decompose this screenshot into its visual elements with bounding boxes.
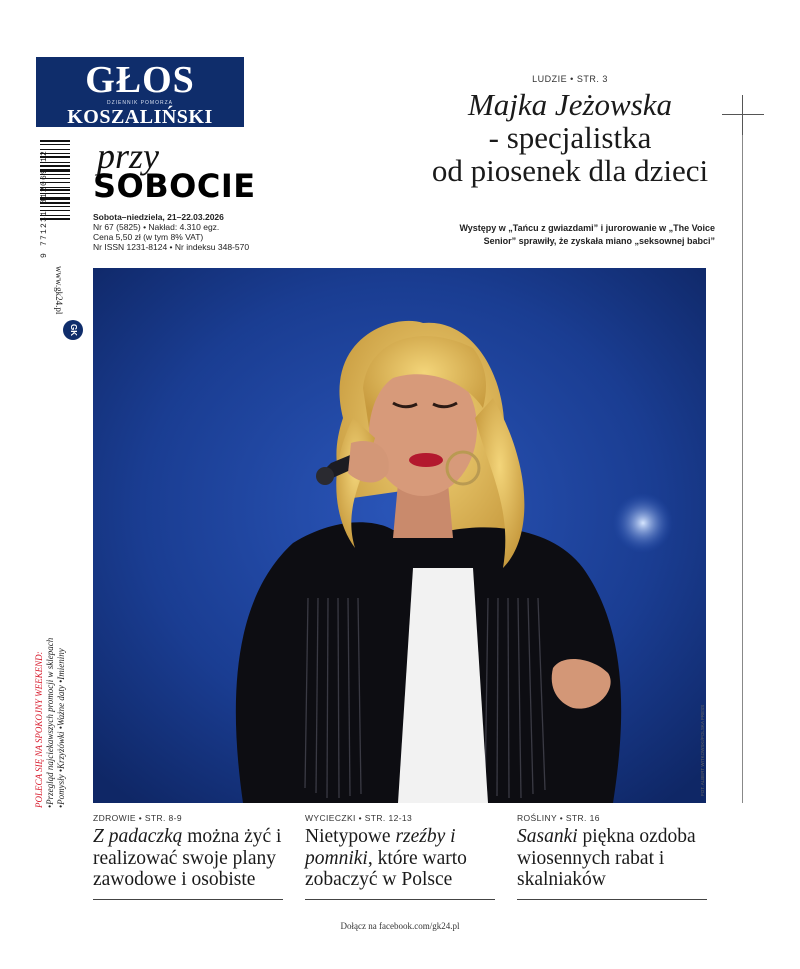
- issue-issn: Nr ISSN 1231-8124 • Nr indeksu 348-570: [93, 242, 250, 252]
- lead-kicker: LUDZIE • STR. 3: [532, 74, 608, 84]
- website-link[interactable]: www.gk24.pl: [54, 266, 64, 315]
- lead-headline[interactable]: [400, 88, 740, 187]
- issue-date: Sobota–niedziela, 21–22.03.2026: [93, 212, 224, 222]
- lead-headline-line3: od piosenek dla dzieci: [431, 153, 709, 188]
- masthead-title-top: GŁOS: [85, 59, 195, 101]
- lead-subheadline: [405, 222, 715, 248]
- barcode-digits: 9 771231 812069 12: [40, 149, 49, 258]
- teaser-headline: Z padaczką można żyć i realizować swoje plany zawodowe i osobiste: [93, 826, 282, 890]
- right-margin-rule: [742, 135, 743, 803]
- cover-photo[interactable]: [93, 268, 706, 803]
- teaser-kicker: ZDROWIE • STR. 8-9: [93, 813, 183, 823]
- facebook-link[interactable]: Dołącz na facebook.com/gk24.pl: [340, 921, 460, 931]
- teaser-divider: [305, 899, 495, 900]
- teaser-trips[interactable]: [305, 813, 495, 891]
- teaser-kicker: WYCIECZKI • STR. 12-13: [305, 813, 413, 823]
- promo-line-2: •Pomysły •Krzyżówki •Ważne daty •Imieniny: [56, 648, 66, 808]
- photo-credit: FOT. ALBERT WITKOWSKI/POLSKA PRESS: [700, 704, 705, 796]
- masthead-tagline: DZIENNIK POMORZA: [106, 100, 173, 106]
- teaser-divider: [93, 899, 283, 900]
- teaser-plants[interactable]: [517, 813, 707, 891]
- teaser-headline: Nietypowe rzeźby i pomniki, które warto zobaczyć w Polsce: [305, 826, 467, 890]
- teaser-kicker: ROŚLINY • STR. 16: [517, 813, 600, 823]
- lead-headline-line2: - specjalistka: [488, 120, 652, 155]
- masthead-logo[interactable]: [36, 57, 244, 127]
- teaser-headline: Sasanki piękna ozdoba wiosennych rabat i skalniaków: [517, 826, 696, 890]
- promo-sidebar: [34, 628, 82, 808]
- teaser-health[interactable]: [93, 813, 283, 891]
- supplement-sobocie: SOBOCIE: [93, 167, 256, 205]
- lead-sub-line1: Występy w „Tańcu z gwiazdami” i jurorowanie w „The Voice: [459, 223, 715, 233]
- crop-mark-vertical: [742, 95, 743, 135]
- lead-sub-line2: Senior” sprawiły, że zyskała miano „seksownej babci”: [483, 236, 715, 246]
- teaser-divider: [517, 899, 707, 900]
- lead-headline-name: Majka Jeżowska: [467, 87, 673, 122]
- supplement-przy: przy: [97, 136, 159, 176]
- crop-mark-horizontal: [722, 114, 764, 115]
- issue-price: Cena 5,50 zł (w tym 8% VAT): [93, 232, 204, 242]
- gk-logo-icon: GK: [63, 320, 83, 340]
- promo-heading: POLECA SIĘ NA SPOKOJNY WEEKEND:: [34, 651, 44, 808]
- singer-illustration: [93, 268, 706, 803]
- issue-number: Nr 67 (5825) • Nakład: 4.310 egz.: [93, 222, 220, 232]
- promo-line-1: •Przegląd najciekawszych promocji w sklepach: [45, 637, 55, 808]
- masthead-title-bottom: KOSZALIŃSKI: [67, 106, 213, 128]
- issue-info: [93, 212, 249, 252]
